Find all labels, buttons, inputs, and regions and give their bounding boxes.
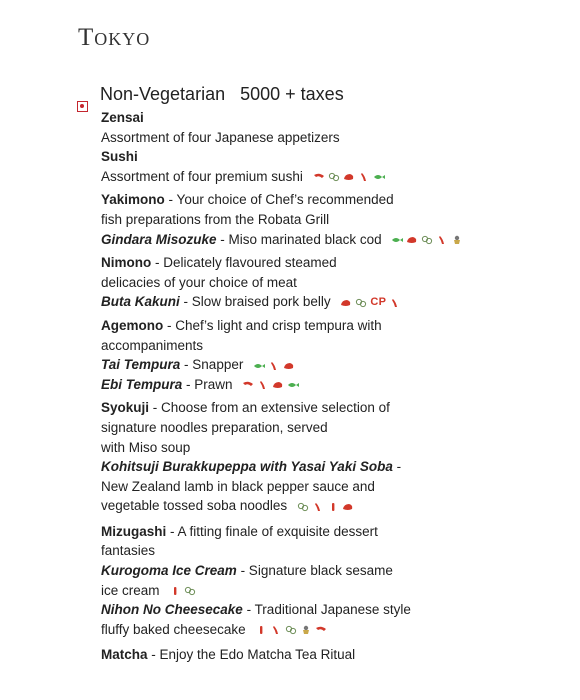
dish-kurogoma-desc: - Signature black sesame bbox=[240, 563, 393, 579]
course-syokuji-desc3: with Miso soup bbox=[101, 439, 191, 455]
dish-gindara: Gindara Misozuke bbox=[101, 231, 217, 247]
fish-icon bbox=[373, 172, 385, 182]
dish-tai-tempura: Tai Tempura bbox=[101, 357, 181, 373]
course-syokuji-desc2: signature noodles preparation, served bbox=[101, 419, 328, 435]
course-yakimono-line bbox=[101, 190, 441, 210]
course-sushi-desc-line bbox=[101, 167, 441, 187]
ebi-allergen-icons bbox=[242, 380, 299, 390]
dish-tai-line bbox=[101, 355, 441, 375]
bottle-icon bbox=[169, 586, 181, 596]
course-syokuji-line bbox=[101, 398, 441, 418]
menu-content bbox=[101, 108, 441, 665]
course-mizugashi-desc: - A fitting finale of exquisite dessert bbox=[170, 523, 378, 539]
dish-buta-kakuni: Buta Kakuni bbox=[101, 294, 180, 310]
kohitsuji-allergen-icons bbox=[297, 502, 354, 512]
dish-buta-desc: - Slow braised pork belly bbox=[183, 294, 331, 310]
dish-nihon-desc: - Traditional Japanese style bbox=[246, 602, 411, 618]
course-zensai: Zensai bbox=[101, 110, 144, 125]
nihon-allergen-icons bbox=[255, 625, 327, 635]
chilli-icon bbox=[389, 298, 401, 308]
shellfish-icon bbox=[315, 625, 327, 635]
dish-kohitsuji-dash: - bbox=[396, 459, 402, 475]
course-agemono-desc: - Chef’s light and crisp tempura with bbox=[167, 317, 382, 333]
meat-icon bbox=[340, 298, 352, 308]
dish-kurogoma-desc2: ice cream bbox=[101, 582, 160, 598]
course-agemono: Agemono bbox=[101, 317, 164, 333]
nuts-icon bbox=[285, 625, 297, 635]
course-syokuji: Syokuji bbox=[101, 400, 150, 416]
dish-nihon-desc2-line bbox=[101, 620, 441, 640]
menu-heading bbox=[100, 84, 344, 105]
bottle-icon bbox=[327, 502, 339, 512]
dish-kohitsuji-desc2-line bbox=[101, 496, 441, 516]
dish-nihon-desc2: fluffy baked cheesecake bbox=[101, 621, 246, 637]
chilli-icon bbox=[257, 380, 269, 390]
restaurant-title: Tokyo bbox=[78, 24, 151, 51]
kurogoma-allergen-icons bbox=[169, 586, 196, 596]
nuts-icon bbox=[328, 172, 340, 182]
dairy-icon bbox=[451, 235, 463, 245]
non-veg-mark-icon bbox=[77, 101, 88, 112]
dairy-icon bbox=[300, 625, 312, 635]
dish-kurogoma: Kurogoma Ice Cream bbox=[101, 563, 237, 579]
meat-icon bbox=[342, 502, 354, 512]
dish-tai-desc: - Snapper bbox=[184, 357, 244, 373]
course-sushi: Sushi bbox=[101, 149, 138, 165]
dish-ebi-tempura: Ebi Tempura bbox=[101, 376, 183, 392]
dish-nihon-line bbox=[101, 600, 441, 620]
course-yakimono-desc: - Your choice of Chef’s recommended bbox=[168, 192, 394, 208]
chilli-icon bbox=[312, 502, 324, 512]
nuts-icon bbox=[297, 502, 309, 512]
dish-nihon-cheesecake: Nihon No Cheesecake bbox=[101, 602, 243, 618]
dish-ebi-desc: - Prawn bbox=[186, 376, 233, 392]
course-agemono-desc2: accompaniments bbox=[101, 337, 204, 353]
dish-buta-line bbox=[101, 292, 441, 312]
chilli-icon bbox=[436, 235, 448, 245]
shellfish-icon bbox=[313, 172, 325, 182]
dish-kurogoma-desc2-line bbox=[101, 581, 441, 601]
course-matcha-desc: - Enjoy the Edo Matcha Tea Ritual bbox=[151, 647, 356, 663]
course-zensai-desc: Assortment of four Japanese appetizers bbox=[101, 129, 340, 145]
buta-allergen-icons bbox=[340, 293, 401, 313]
gindara-allergen-icons bbox=[391, 235, 463, 245]
course-nimono: Nimono bbox=[101, 255, 152, 271]
chilli-icon bbox=[358, 172, 370, 182]
dish-kohitsuji-desc1: New Zealand lamb in black pepper sauce and bbox=[101, 478, 375, 494]
course-matcha-line bbox=[101, 645, 441, 665]
dish-kohitsuji-desc2: vegetable tossed soba noodles bbox=[101, 498, 288, 514]
course-yakimono-desc2: fish preparations from the Robata Grill bbox=[101, 211, 330, 227]
cp-badge: CP bbox=[370, 295, 387, 308]
tai-allergen-icons bbox=[253, 361, 295, 371]
menu-price: 5000 + taxes bbox=[240, 84, 344, 104]
nuts-icon bbox=[421, 235, 433, 245]
meat-icon bbox=[272, 380, 284, 390]
sushi-allergen-icons bbox=[313, 172, 385, 182]
menu-category: Non-Vegetarian bbox=[100, 84, 226, 104]
fish-icon bbox=[287, 380, 299, 390]
dish-kohitsuji: Kohitsuji Burakkupeppa with Yasai Yaki Soba bbox=[101, 459, 393, 475]
course-sushi-desc: Assortment of four premium sushi bbox=[101, 168, 303, 184]
course-mizugashi-line bbox=[101, 522, 441, 542]
course-yakimono: Yakimono bbox=[101, 192, 165, 208]
course-syokuji-desc: - Choose from an extensive selection of bbox=[152, 400, 390, 416]
course-agemono-line bbox=[101, 316, 441, 336]
meat-icon bbox=[283, 361, 295, 371]
dish-ebi-line bbox=[101, 375, 441, 395]
shellfish-icon bbox=[242, 380, 254, 390]
nuts-icon bbox=[184, 586, 196, 596]
meat-icon bbox=[406, 235, 418, 245]
dish-kohitsuji-line bbox=[101, 457, 441, 477]
meat-icon bbox=[343, 172, 355, 182]
course-matcha: Matcha bbox=[101, 647, 148, 663]
dish-kurogoma-line bbox=[101, 561, 441, 581]
course-mizugashi: Mizugashi bbox=[101, 523, 167, 539]
course-nimono-desc: - Delicately flavoured steamed bbox=[155, 255, 337, 271]
fish-icon bbox=[391, 235, 403, 245]
bottle-icon bbox=[255, 625, 267, 635]
course-mizugashi-desc2: fantasies bbox=[101, 543, 156, 559]
course-nimono-line bbox=[101, 253, 441, 273]
chilli-icon bbox=[270, 625, 282, 635]
course-nimono-desc2: delicacies of your choice of meat bbox=[101, 274, 297, 290]
fish-icon bbox=[253, 361, 265, 371]
dish-gindara-desc: - Miso marinated black cod bbox=[220, 231, 382, 247]
chilli-icon bbox=[268, 361, 280, 371]
nuts-icon bbox=[355, 298, 367, 308]
dish-gindara-line bbox=[101, 230, 441, 250]
